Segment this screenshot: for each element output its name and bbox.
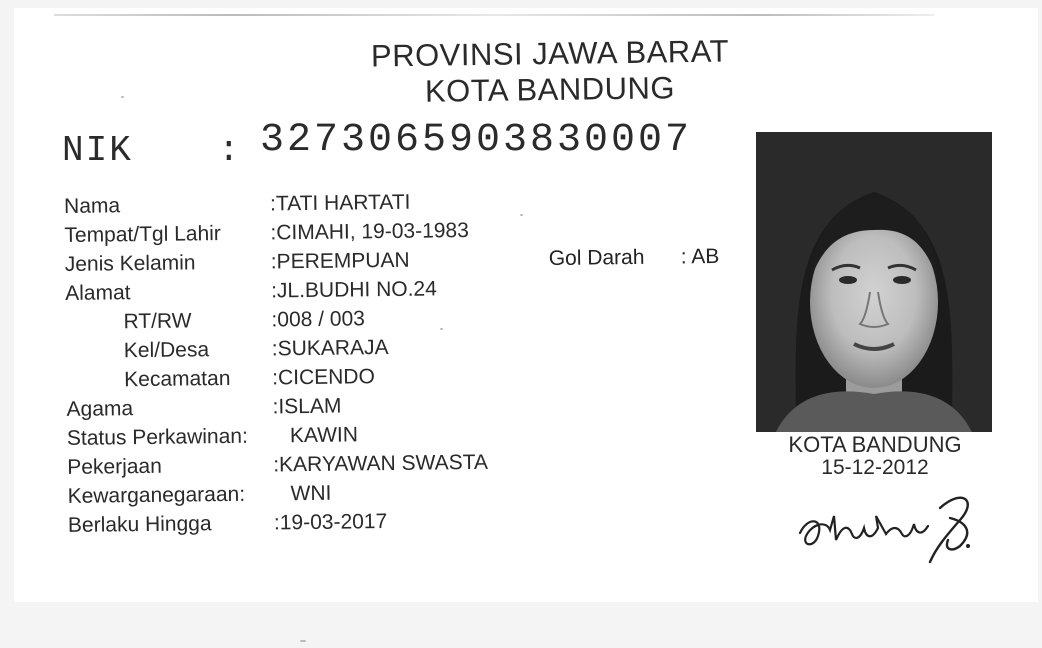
field-value-kel-desa: :SUKARAJA	[271, 335, 389, 361]
field-value-kewarganegaraan: WNI	[290, 481, 332, 506]
issue-date: 15-12-2012	[821, 456, 929, 479]
field-value-nama: :TATI HARTATI	[269, 190, 411, 216]
scan-speck	[300, 640, 306, 642]
holder-signature	[790, 478, 990, 570]
field-label-kewarganegaraan: Kewarganegaraan:	[67, 482, 246, 508]
field-label-rt-rw: RT/RW	[123, 309, 192, 334]
field-label-alamat: Alamat	[65, 281, 131, 305]
nik-label: NIK	[62, 130, 133, 171]
city-title: KOTA BANDUNG	[424, 70, 676, 109]
blood-type-label: Gol Darah	[548, 245, 645, 271]
portrait-image	[756, 132, 992, 432]
nik-value: 3273065903830007	[260, 118, 693, 163]
field-label-status-perkawinan: Status Perkawinan:	[66, 424, 248, 450]
blood-type-value: : AB	[680, 244, 720, 269]
field-label-kecamatan: Kecamatan	[124, 366, 231, 392]
holder-photo	[756, 132, 992, 432]
field-value-berlaku-hingga: :19-03-2017	[273, 510, 388, 535]
field-value-status-perkawinan: KAWIN	[289, 423, 359, 448]
scan-speck	[440, 328, 443, 330]
field-value-tempat-tgl-lahir: :CIMAHI, 19-03-1983	[270, 219, 469, 245]
field-label-agama: Agama	[66, 397, 134, 421]
field-value-pekerjaan: :KARYAWAN SWASTA	[273, 450, 489, 477]
nik-separator: :	[218, 130, 240, 171]
field-value-alamat: :JL.BUDHI NO.24	[270, 277, 437, 303]
field-label-pekerjaan: Pekerjaan	[67, 454, 162, 479]
field-label-tempat-tgl-lahir: Tempat/Tgl Lahir	[64, 222, 221, 247]
province-title: PROVINSI JAWA BARAT	[370, 33, 730, 74]
field-value-jenis-kelamin: :PEREMPUAN	[270, 248, 410, 274]
field-label-nama: Nama	[63, 194, 121, 218]
field-label-jenis-kelamin: Jenis Kelamin	[64, 251, 196, 276]
field-value-agama: :ISLAM	[272, 394, 342, 419]
scan-speck	[520, 214, 523, 216]
field-label-kel-desa: Kel/Desa	[123, 338, 210, 363]
field-label-berlaku-hingga: Berlaku Hingga	[67, 512, 212, 537]
field-value-kecamatan: :CICENDO	[272, 365, 376, 390]
scan-speck	[121, 96, 124, 98]
field-value-rt-rw: :008 / 003	[271, 307, 366, 332]
issue-city: KOTA BANDUNG	[788, 432, 962, 457]
